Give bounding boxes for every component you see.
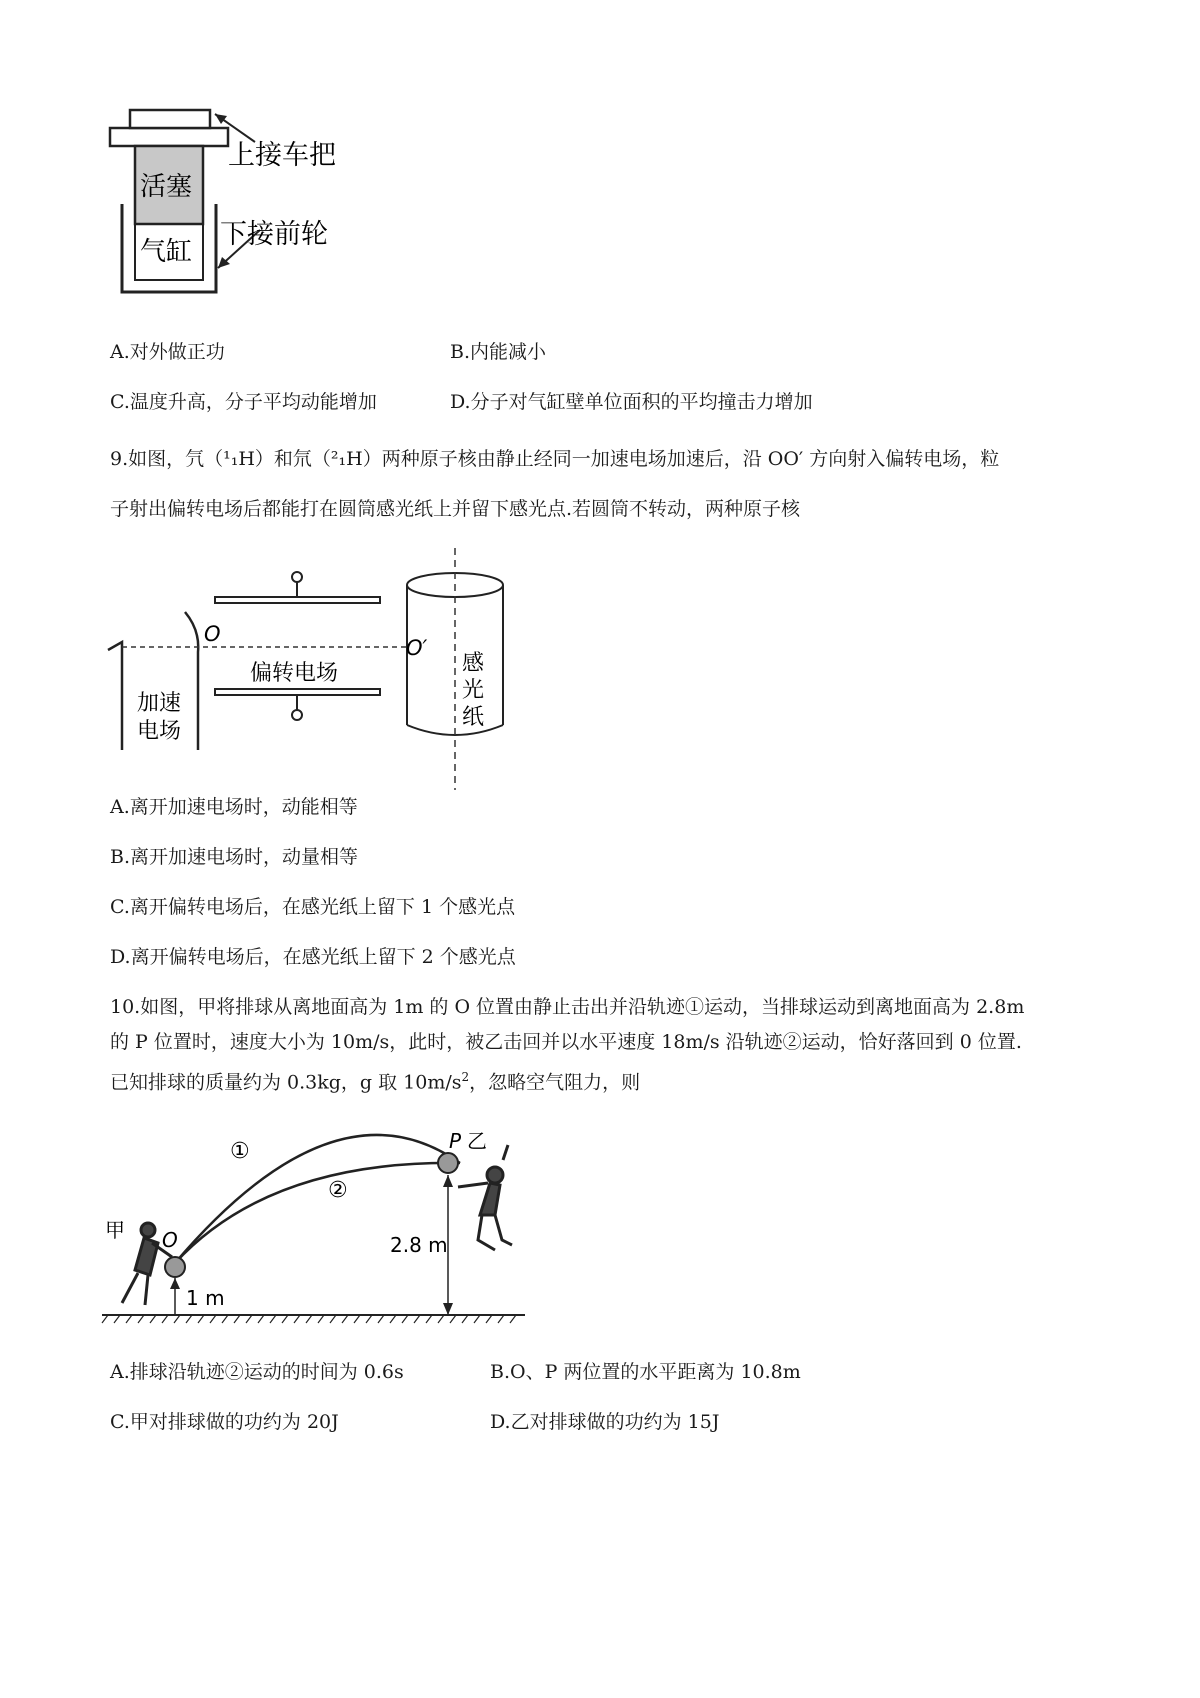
accel-plate-left <box>108 642 122 750</box>
q10-stem-line-3: 已知排球的质量约为 0.3kg，g 取 $10m/s^2$，忽略空气阻力，则 <box>110 1070 641 1094</box>
point-o-label: O <box>162 1228 178 1252</box>
q10-option-c: C.甲对排球做的功约为 20J <box>110 1411 339 1433</box>
deflect-plate-top <box>215 597 380 603</box>
accel-label-2: 电场 <box>137 719 182 744</box>
q9-option-b: B.离开加速电场时，动量相等 <box>110 846 359 868</box>
lower-connect-label: 下接前轮 <box>220 219 328 250</box>
q9-option-a: A.离开加速电场时，动能相等 <box>110 796 358 818</box>
q10-option-a: A.排球沿轨迹②运动的时间为 0.6s <box>110 1361 404 1383</box>
q8-option-b: B.内能减小 <box>450 341 547 363</box>
accel-plate-right <box>185 612 198 750</box>
cylinder-label: 气缸 <box>140 237 193 267</box>
q9-stem-line-1: 9.如图，氕（¹₁H）和氘（²₁H）两种原子核由静止经同一加速电场加速后，沿 OO′ 方向射入偏转电场，粒 <box>110 448 1000 470</box>
q9-option-c: C.离开偏转电场后，在感光纸上留下 1 个感光点 <box>110 896 516 918</box>
ball-o <box>165 1257 185 1277</box>
q8-option-d: D.分子对气缸壁单位面积的平均撞击力增加 <box>450 391 813 413</box>
player-jia-label: 甲 <box>105 1218 125 1242</box>
paper-label-1: 感 <box>462 651 485 676</box>
ball-p <box>438 1153 458 1173</box>
deflect-plate-bottom <box>215 689 380 695</box>
paper-label-3: 纸 <box>462 705 485 730</box>
terminal-top <box>292 572 302 582</box>
player-yi <box>458 1145 512 1250</box>
track-2-label: ② <box>328 1178 348 1203</box>
q10-stem-line-2: 的 P 位置时，速度大小为 10m/s，此时，被乙击回并以水平速度 18m/s 沿轨迹②运动，恰好落回到 0 位置. <box>110 1031 1022 1053</box>
height-o-label: 1 m <box>186 1286 225 1310</box>
top-plate <box>110 128 228 146</box>
q9-stem-line-2: 子射出偏转电场后都能打在圆筒感光纸上并留下感光点.若圆筒不转动，两种原子核 <box>110 498 801 520</box>
q10-option-b: B.O、P 两位置的水平距离为 10.8m <box>490 1361 801 1383</box>
accel-label-1: 加速 <box>137 691 182 716</box>
point-p-label: P <box>449 1129 462 1153</box>
paper-label-2: 光 <box>462 678 485 703</box>
q10-option-d: D.乙对排球做的功约为 15J <box>490 1411 720 1433</box>
track-1-label: ① <box>230 1139 250 1164</box>
q9-option-d: D.离开偏转电场后，在感光纸上留下 2 个感光点 <box>110 946 516 968</box>
top-cap <box>130 110 210 128</box>
point-o-label: O <box>204 622 221 646</box>
terminal-bottom <box>292 710 302 720</box>
player-yi-label: 乙 <box>467 1129 487 1153</box>
q10-stem-line-1: 10.如图，甲将排球从离地面高为 1m 的 O 位置由静止击出并沿轨迹①运动，当排球运动到离地面高为 2.8m <box>110 996 1025 1018</box>
height-p-label: 2.8 m <box>390 1233 448 1257</box>
volleyball-figure <box>100 1115 580 1340</box>
q8-option-c: C.温度升高，分子平均动能增加 <box>110 391 377 413</box>
point-o-prime-label: O′ <box>406 636 428 660</box>
piston-label: 活塞 <box>140 172 193 202</box>
deflect-field-label: 偏转电场 <box>250 661 339 686</box>
upper-connect-label: 上接车把 <box>228 140 336 171</box>
deflection-field-figure <box>100 540 580 820</box>
shock-absorber-figure <box>100 100 360 310</box>
ground-hatch <box>102 1315 516 1323</box>
q8-option-a: A.对外做正功 <box>110 341 225 363</box>
